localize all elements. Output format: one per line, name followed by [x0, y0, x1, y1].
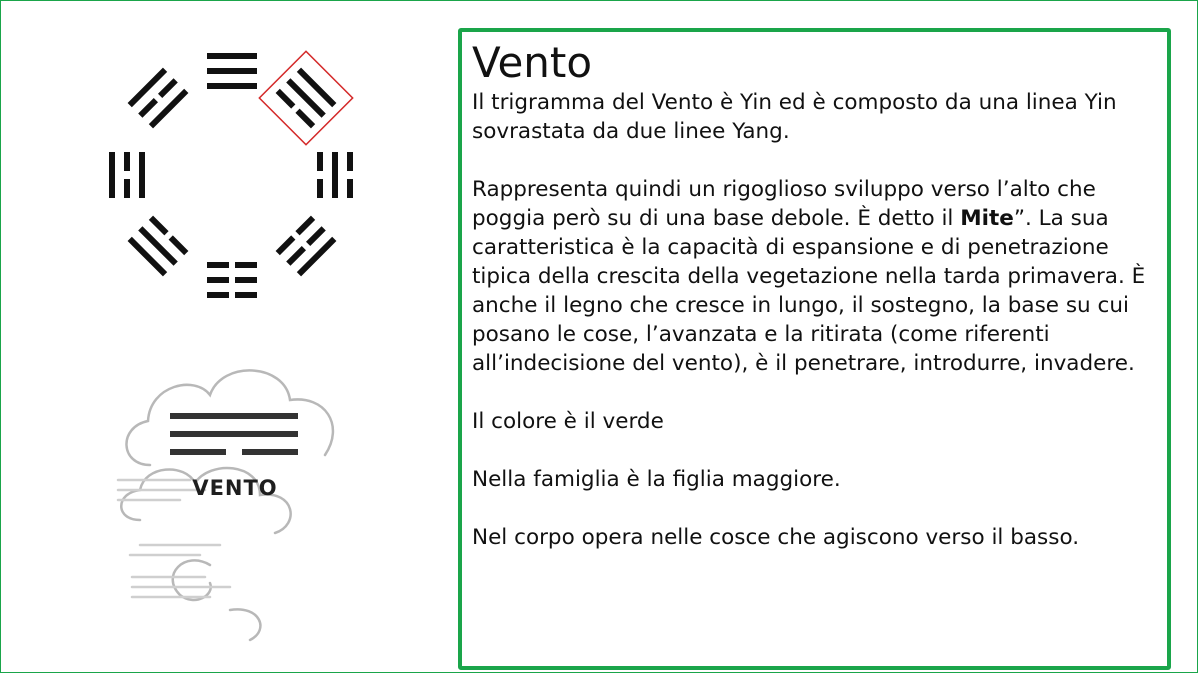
illustration-panel	[0, 0, 440, 675]
paragraph-meaning	[472, 175, 1159, 378]
trigram-bottom	[207, 262, 257, 298]
trigram-top	[207, 53, 257, 89]
bagua-diagram	[95, 30, 375, 320]
paragraph-body: Nel corpo opera nelle cosce che agiscono verso il basso.	[472, 525, 1080, 550]
wind-cloud-illustration	[110, 355, 360, 645]
description-box	[458, 28, 1171, 670]
wind-label: VENTO	[192, 476, 278, 500]
bold-term-mite: Mite	[960, 206, 1014, 231]
paragraph-meaning-part1: Rappresenta quindi un rigoglioso sviluppo verso l’alto che poggia però su di una base debole. È detto il	[472, 177, 1096, 231]
page-title: Vento	[472, 38, 593, 87]
paragraph-family: Nella famiglia è la figlia maggiore.	[472, 467, 841, 492]
paragraph-composition: Il trigramma del Vento è Yin ed è composto da una linea Yin sovrastata da due linee Yang.	[472, 90, 1117, 144]
trigram-right	[317, 152, 353, 198]
trigram-top-left	[128, 68, 189, 129]
trigram-bottom-right	[276, 216, 337, 277]
trigram-bottom-left	[128, 216, 189, 277]
trigram-left	[109, 152, 145, 198]
paragraph-color: Il colore è il verde	[472, 409, 664, 434]
trigram-top-right	[276, 68, 337, 129]
paragraph-meaning-part2: ”. La sua caratteristica è la capacità di espansione e di penetrazione tipica della crescita della vegetazione nella tarda primavera. È anche il legno che cresce in lungo, il sostegno, la base su cui posano le cose, l’avanzata e la ritirata (come riferenti all’indecisione del vento), è il penetrare, introdurre, invadere.	[472, 206, 1146, 376]
